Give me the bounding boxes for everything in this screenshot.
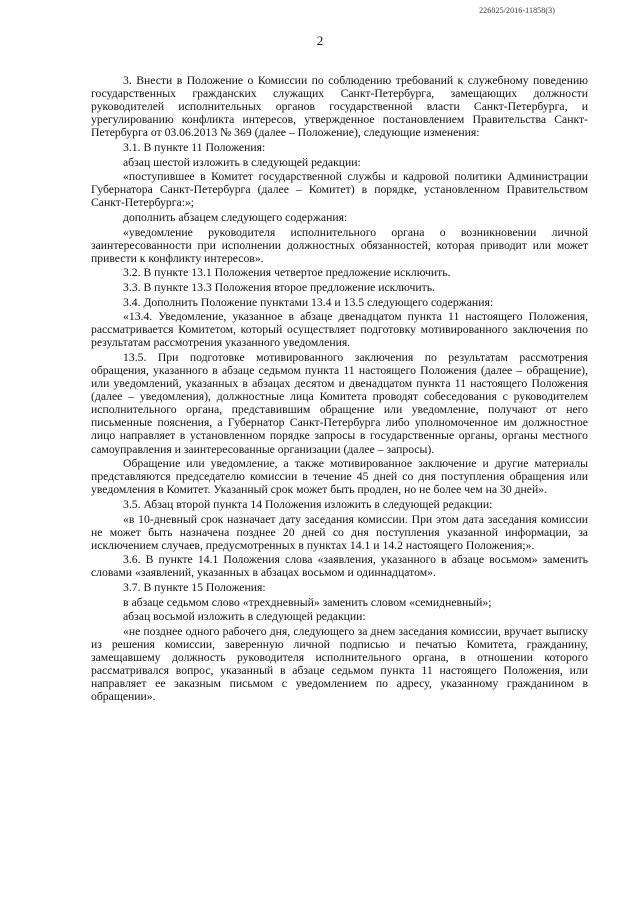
paragraph-item-3-6: 3.6. В пункте 14.1 Положения слова «заявления, указанного в абзаце восьмом» заменить словами «заявлений, указанных в абзацах восьмом и одиннадцатом». [91, 553, 588, 580]
page-number: 2 [316, 33, 324, 48]
paragraph: абзац шестой изложить в следующей редакции: [123, 155, 361, 169]
document-body [91, 74, 588, 703]
paragraph-item-3-5: 3.5. Абзац второй пункта 14 Положения изложить в следующей редакции: [123, 497, 493, 511]
paragraph-item-3-1: 3.1. В пункте 11 Положения: [123, 140, 266, 154]
paragraph-item-3-3: 3.3. В пункте 13.3 Положения второе предложение исключить. [123, 280, 435, 294]
paragraph: в абзаце седьмом слово «трехдневный» заменить словом «семидневный»; [123, 595, 492, 609]
paragraph-item-3-7: 3.7. В пункте 15 Положения: [123, 580, 266, 594]
paragraph-item-13-4: «13.4. Уведомление, указанное в абзаце двенадцатом пункта 11 настоящего Положения, рассматривается Комитетом, который осуществляет подготовку мотивированного заключения по результатам рассмотрения указанного уведомления. [91, 310, 588, 350]
paragraph-item-3: 3. Внести в Положение о Комиссии по соблюдению требований к служебному поведению государственных гражданских служащих Санкт-Петербурга, замещающих должности руководителей исполнительных органов государственной власти Санкт-Петербурга, и урегулированию конфликта интересов, утвержденное постановлением Правительства Санкт-Петербурга от 03.06.2013 № 369 (далее – Положение), следующие изменения: [91, 74, 588, 140]
document-registration-number: 226025/2016-11858(3) [479, 6, 555, 15]
paragraph-quote: «в 10-дневный срок назначает дату заседания комиссии. При этом дата заседания комиссии не может быть назначена позднее 20 дней со дня поступления указанной информации, за исключением случаев, предусмотренных в пунктах 14.1 и 14.2 настоящего Положения;». [91, 512, 588, 552]
paragraph-quote: «не позднее одного рабочего дня, следующего за днем заседания комиссии, вручает выписку из решения комиссии, заверенную личной подписью и печатью Комитета, гражданину, замещавшему должность руководителя исполнительного органа, в отношении которого рассматривался вопрос, указанный в абзаце седьмом пункта 11 настоящего Положения, или направляет ее заказным письмом с уведомлением по адресу, указанному гражданином в обращении». [91, 624, 588, 704]
paragraph-item-3-2: 3.2. В пункте 13.1 Положения четвертое предложение исключить. [123, 266, 451, 280]
paragraph-item-13-5: 13.5. При подготовке мотивированного заключения по результатам рассмотрения обращения, указанного в абзаце седьмом пункта 11 настоящего Положения (далее – обращение), или уведомлений, указанных в абзацах десятом и двенадцатом пункта 11 настоящего Положения (далее – уведомления), должностные лица Комитета проводят собеседования с руководителем исполнительного органа, представившим обращение или уведомление, получают от него письменные пояснения, а Губернатор Санкт-Петербурга либо уполномоченное им должностное лицо направляет в установленном порядке запросы в государственные органы, органы местного самоуправления и заинтересованные организации (далее – запросы). [91, 350, 588, 456]
paragraph-quote: «поступившее в Комитет государственной службы и кадровой политики Администрации Губернатора Санкт-Петербурга (далее – Комитет) в порядке, установленном Правительством Санкт-Петербурга:»; [91, 170, 588, 210]
paragraph: Обращение или уведомление, а также мотивированное заключение и другие материалы представляются председателю комиссии в течение 45 дней со дня поступления обращения или уведомления в Комитет. Указанный срок может быть продлен, но не более чем на 30 дней». [91, 457, 588, 497]
paragraph: абзац восьмой изложить в следующей редакции: [123, 610, 366, 624]
paragraph-item-3-4: 3.4. Дополнить Положение пунктами 13.4 и 13.5 следующего содержания: [123, 295, 494, 309]
paragraph-quote: «уведомление руководителя исполнительного органа о возникновении личной заинтересованности при исполнении должностных обязанностей, которая приводит или может привести к конфликту интересов». [91, 225, 588, 265]
paragraph: дополнить абзацем следующего содержания: [123, 210, 348, 224]
